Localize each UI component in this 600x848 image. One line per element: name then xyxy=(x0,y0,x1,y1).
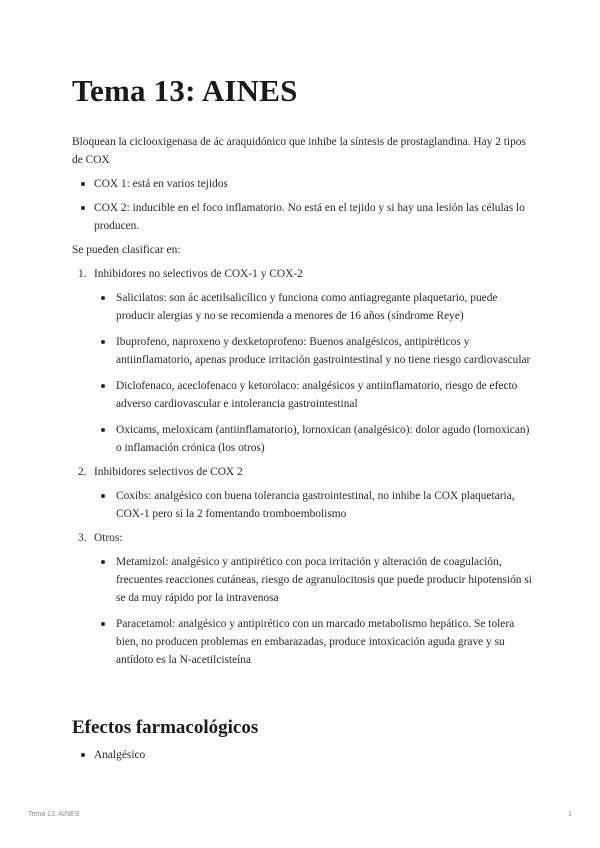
numbered-item xyxy=(72,265,532,457)
group-label: Inhibidores selectivos de COX 2 xyxy=(94,466,243,478)
effects-list xyxy=(72,746,532,764)
bullet-icon xyxy=(101,340,105,344)
list-item-text: Ibuprofeno, naproxeno y dexketoprofeno: Buenos analgésicos, antipiréticos y antiinflamatorio, apenas produce irritación gastrointestinal y no tiene riesgo cardiovascular xyxy=(116,336,531,366)
list-item xyxy=(94,377,532,413)
section-heading: Efectos farmacológicos xyxy=(72,717,259,738)
bullet-icon xyxy=(81,206,85,210)
numbered-item xyxy=(72,529,532,669)
bullet-icon xyxy=(101,560,105,564)
list-item-text: Oxicams, meloxicam (antiinflamatorio), lornoxican (analgésico): dolor agudo (lornoxican) o inflamación crónica (los otros) xyxy=(116,424,530,454)
item-number: 3. xyxy=(78,532,87,544)
list-item-text: Salicilatos: son ác acetilsalicílico y funciona como antiagregante plaquetario, puede producir alergias y no se recomienda a menores de 16 años (síndrome Reye) xyxy=(116,292,498,322)
list-item xyxy=(72,199,532,235)
list-item-text: Coxibs: analgésico con buena tolerancia gastrointestinal, no inhibe la COX plaquetaria, COX-1 pero sí la 2 fomentando tromboembolismo xyxy=(116,490,515,520)
classify-intro: Se pueden clasificar en: xyxy=(72,244,181,256)
cox-types-list xyxy=(72,175,532,235)
list-item xyxy=(94,553,532,607)
list-item xyxy=(94,615,532,669)
footer-title: Tema 13: AINES xyxy=(28,811,80,818)
bullet-icon xyxy=(81,753,85,757)
bullet-icon xyxy=(101,384,105,388)
page-number: 1 xyxy=(568,811,572,818)
numbered-item xyxy=(72,463,532,523)
list-item-text: Diclofenaco, aceclofenaco y ketorolaco: analgésicos y antiinflamatorio, riesgo de efecto adverso cardiovascular e intolerancia gastrointestinal xyxy=(116,380,518,410)
intro-paragraph: Bloquean la ciclooxigenasa de ác araquidónico que inhibe la síntesis de prostaglandina. Hay 2 tipos de COX xyxy=(72,136,526,166)
list-item-text: Analgésico xyxy=(94,749,146,761)
bullet-icon xyxy=(81,182,85,186)
classification-list xyxy=(72,265,532,669)
list-item xyxy=(94,487,532,523)
group-label: Inhibidores no selectivos de COX-1 y COX-2 xyxy=(94,268,303,280)
group-label: Otros: xyxy=(94,532,123,544)
list-item-text: COX 2: inducible en el foco inflamatorio. No está en el tejido y si hay una lesión las células lo producen. xyxy=(94,202,525,232)
page-title: Tema 13: AINES xyxy=(72,73,298,108)
item-number: 1. xyxy=(78,268,87,280)
list-item xyxy=(94,421,532,457)
list-item xyxy=(94,289,532,325)
sub-list xyxy=(94,289,532,457)
sub-list xyxy=(94,553,532,669)
bullet-icon xyxy=(101,428,105,432)
list-item xyxy=(72,746,532,764)
list-item-text: COX 1: está en varios tejidos xyxy=(94,178,228,190)
list-item-text: Metamizol: analgésico y antipirético con poca irritación y alteración de coagulación, frecuentes reacciones cutáneas, riesgo de agranulocitosis que puede producir hipotensión si se da muy rápido por la intravenosa xyxy=(116,556,532,604)
bullet-icon xyxy=(101,494,105,498)
list-item xyxy=(94,333,532,369)
sub-list xyxy=(94,487,532,523)
bullet-icon xyxy=(101,622,105,626)
item-number: 2. xyxy=(78,466,87,478)
list-item-text: Paracetamol: analgésico y antipirético con un marcado metabolismo hepático. Se tolera bien, no producen problemas en embarazadas, produce intoxicación aguda grave y su antídoto es la N-acetilcisteína xyxy=(116,618,515,666)
bullet-icon xyxy=(101,296,105,300)
list-item xyxy=(72,175,532,193)
content-body xyxy=(72,133,532,669)
